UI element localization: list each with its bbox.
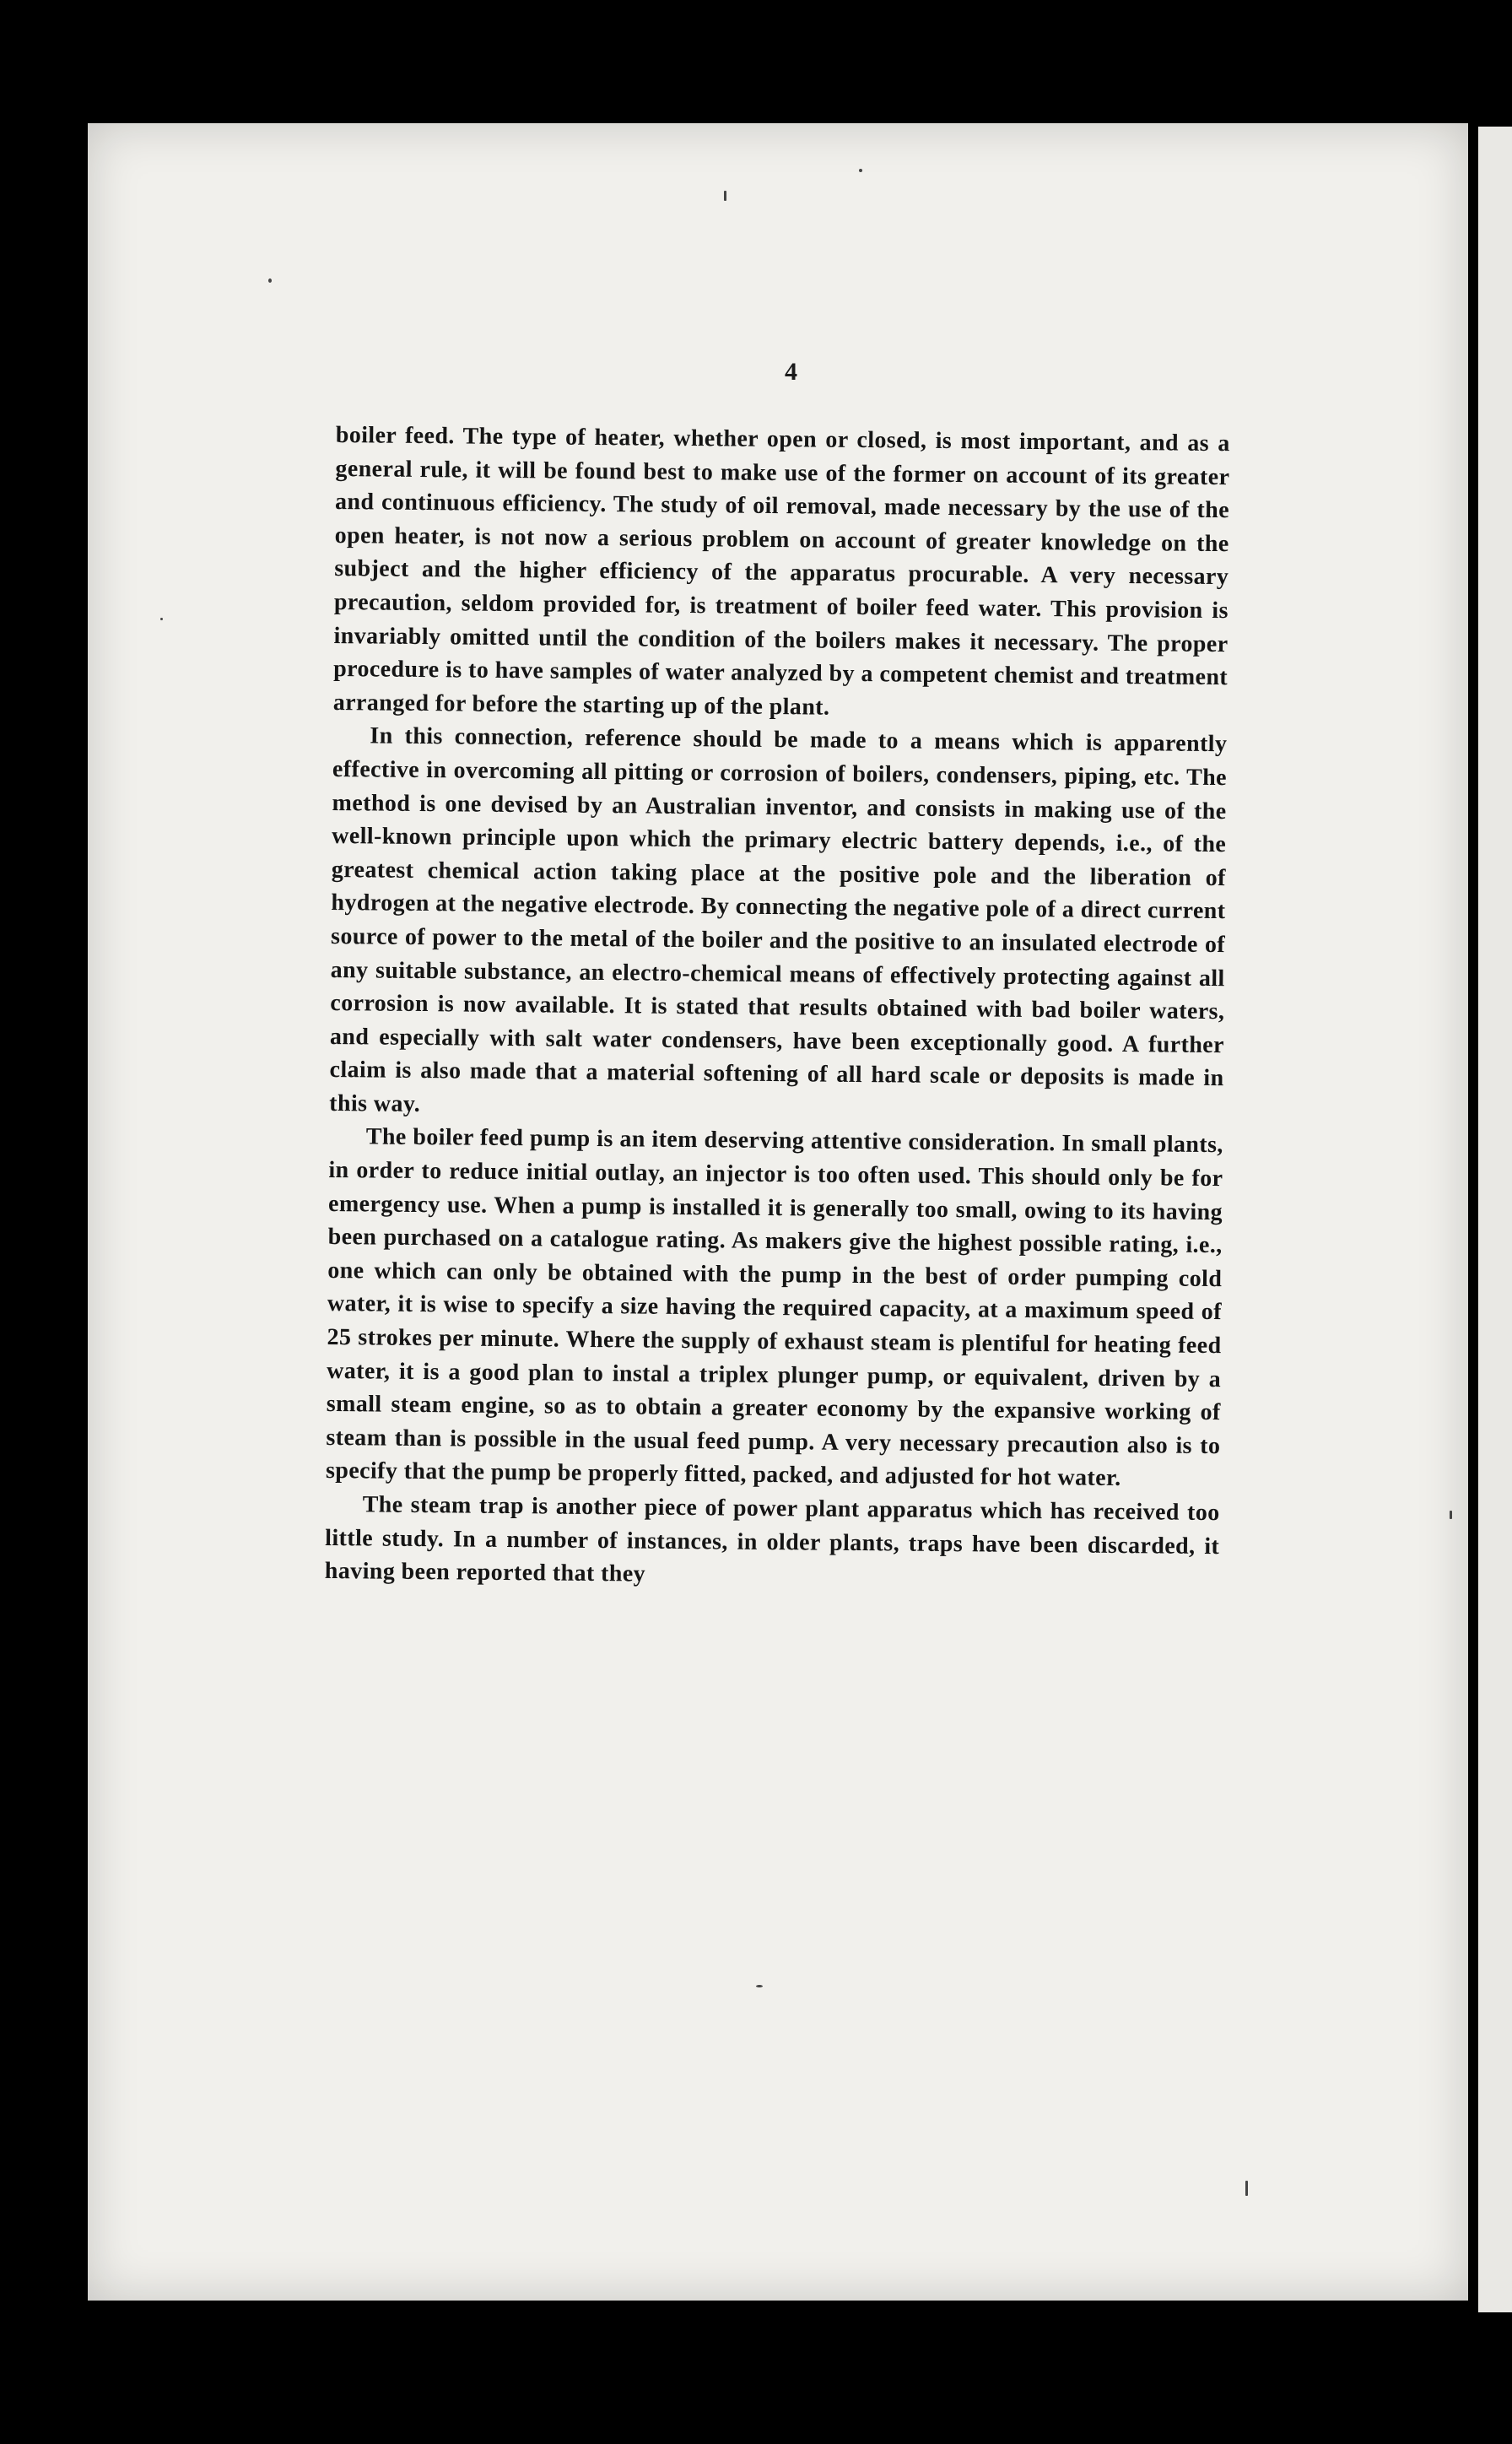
page-number: 4 <box>785 358 797 386</box>
paragraph-heater: boiler feed. The type of heater, whether open or closed, is most important, and as a general rule, it will be found best to make use of the former on account of its greater and continuous efficiency. The study of oil removal, made necessary by the use of the open heater, is not now a serious problem on account of greater knowledge on the subject and the higher efficiency of the apparatus procurable. A very necessary precaution, seldom provided for, is treatment of boiler feed water. This provision is invariably omitted until the condition of the boilers makes it necessary. The proper procedure is to have samples of water analyzed by a competent chemist and treatment arranged for before the starting up of the plant. <box>332 421 1230 721</box>
paragraph-steam-trap: The steam trap is another piece of power plant apparatus which has received too little study. In a number of instances, in older plants, traps have been discarded, it having been reported that they <box>324 1491 1220 1587</box>
scan-speck <box>160 618 163 620</box>
scan-speck <box>268 278 272 283</box>
scan-speck <box>756 1985 763 1987</box>
paragraph-corrosion: In this connection, reference should be made to a means which is apparently effective in overcoming all pitting or corrosion of boilers, condensers, piping, etc. The method is one devised by an Australian inventor, and consists in making use of the well-known principle upon which the primary electric battery depends, i.e., of the greatest chemical action taking place at the positive pole and the liberation of hydrogen at the negative electrode. By connecting the negative pole of a direct current source of power to the metal of the boiler and the positive to an insulated electrode of any suitable substance, an electro-chemical means of effectively protecting against all corrosion is now available. It is stated that results obtained with bad boiler waters, and especially with salt water condensers, have been exceptionally good. A further claim is also made that a material softening of all hard scale or deposits is made in this way. <box>329 722 1228 1117</box>
scan-speck <box>724 191 726 201</box>
adjacent-page-edge <box>1478 127 1512 2312</box>
scan-speck <box>1450 1511 1452 1519</box>
scan-speck <box>859 169 862 172</box>
scan-speck <box>1245 2181 1248 2196</box>
paragraph-feed-pump: The boiler feed pump is an item deserving attentive consideration. In small plants, in order to reduce initial outlay, an injector is too often used. This should only be for emergency use. When a pump is installed it is generally too small, owing to its having been purchased on a catalogue rating. As makers give the highest possible rating, i.e., one which can only be obtained with the pump in the best of order pumping cold water, it is wise to specify a size having the required capacity, at a maximum speed of 25 strokes per minute. Where the supply of exhaust steam is plentiful for heating feed water, it is a good plan to instal a triplex plunger pump, or equivalent, driven by a small steam engine, so as to obtain a greater economy by the expansive working of steam than is possible in the usual feed pump. A very necessary precaution also is to specify that the pump be properly fitted, packed, and adjusted for hot water. <box>325 1123 1223 1492</box>
body-text <box>325 419 1230 1597</box>
